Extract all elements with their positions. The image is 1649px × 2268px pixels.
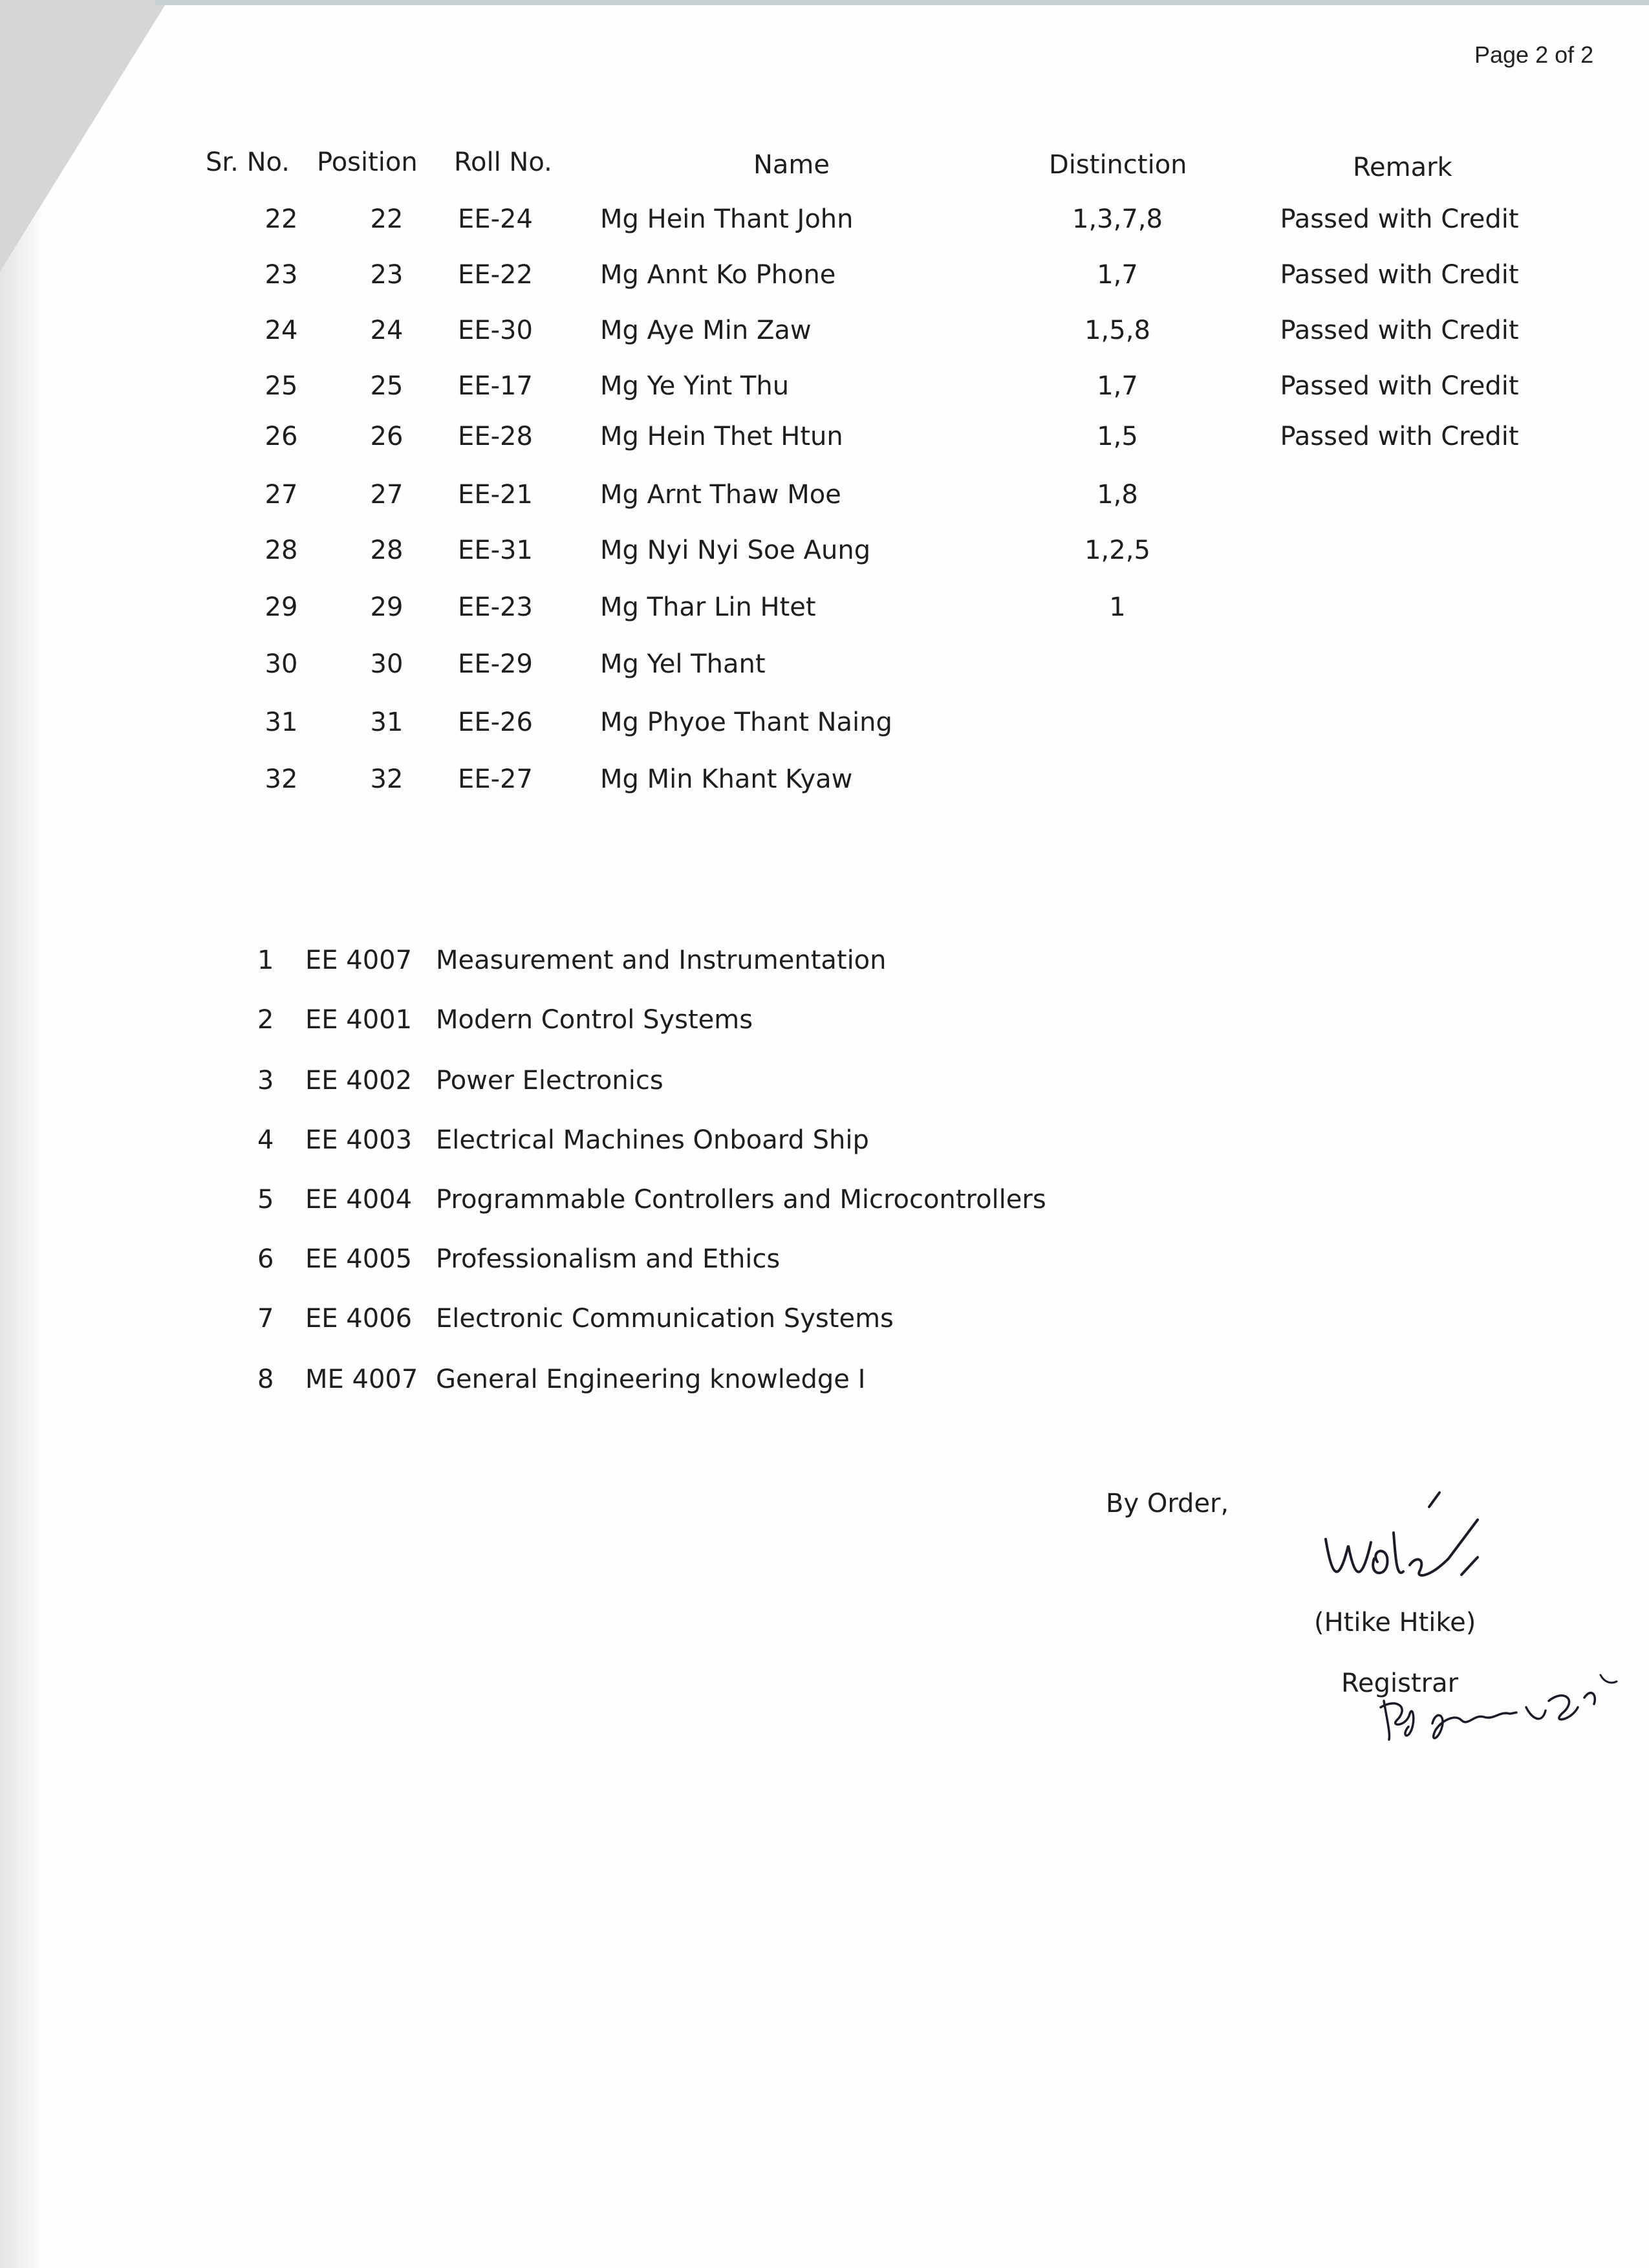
- signature-icon: [1313, 1481, 1494, 1610]
- header-distinction: Distinction: [1049, 150, 1187, 180]
- row-position: 22: [370, 204, 404, 234]
- row-position: 26: [370, 422, 404, 451]
- row-sr-no: 23: [264, 260, 298, 290]
- row-name: Mg Annt Ko Phone: [600, 260, 836, 290]
- row-roll-no: EE-17: [458, 371, 533, 401]
- row-distinction: 1,7: [1097, 260, 1138, 290]
- course-code: EE 4006: [305, 1304, 413, 1334]
- course-code: EE 4005: [305, 1244, 413, 1274]
- by-order-text: By Order,: [1106, 1489, 1229, 1518]
- row-remark: Passed with Credit: [1280, 422, 1519, 451]
- row-sr-no: 29: [264, 592, 298, 622]
- row-roll-no: EE-26: [458, 707, 533, 737]
- row-roll-no: EE-22: [458, 260, 533, 290]
- header-name: Name: [753, 150, 830, 180]
- row-roll-no: EE-31: [458, 535, 533, 565]
- row-sr-no: 26: [264, 422, 298, 451]
- row-name: Mg Yel Thant: [600, 649, 766, 679]
- row-roll-no: EE-21: [458, 480, 533, 510]
- row-name: Mg Aye Min Zaw: [600, 316, 812, 345]
- row-roll-no: EE-23: [458, 592, 533, 622]
- page-number: Page 2 of 2: [1474, 41, 1594, 68]
- row-sr-no: 30: [264, 649, 298, 679]
- row-position: 25: [370, 371, 404, 401]
- row-sr-no: 28: [264, 535, 298, 565]
- row-sr-no: 24: [264, 316, 298, 345]
- course-number: 1: [257, 945, 274, 975]
- row-distinction: 1,5: [1097, 422, 1138, 451]
- row-position: 27: [370, 480, 404, 510]
- row-roll-no: EE-24: [458, 204, 533, 234]
- scan-edge-top: [155, 0, 1649, 5]
- row-remark: Passed with Credit: [1280, 371, 1519, 401]
- row-distinction: 1,8: [1097, 480, 1138, 510]
- row-position: 31: [370, 707, 404, 737]
- row-position: 23: [370, 260, 404, 290]
- row-position: 32: [370, 764, 404, 794]
- row-sr-no: 31: [264, 707, 298, 737]
- row-position: 28: [370, 535, 404, 565]
- row-sr-no: 32: [264, 764, 298, 794]
- header-remark: Remark: [1353, 153, 1452, 182]
- row-position: 29: [370, 592, 404, 622]
- row-name: Mg Hein Thet Htun: [600, 422, 843, 451]
- row-roll-no: EE-28: [458, 422, 533, 451]
- course-number: 6: [257, 1244, 274, 1274]
- course-title: Electronic Communication Systems: [436, 1304, 894, 1334]
- course-number: 4: [257, 1125, 274, 1155]
- course-title: Measurement and Instrumentation: [436, 945, 887, 975]
- row-name: Mg Nyi Nyi Soe Aung: [600, 535, 871, 565]
- row-name: Mg Thar Lin Htet: [600, 592, 816, 622]
- course-code: EE 4003: [305, 1125, 413, 1155]
- course-title: Professionalism and Ethics: [436, 1244, 781, 1274]
- header-sr-no: Sr. No.: [206, 147, 290, 177]
- row-roll-no: EE-27: [458, 764, 533, 794]
- row-name: Mg Min Khant Kyaw: [600, 764, 853, 794]
- course-title: Modern Control Systems: [436, 1005, 753, 1035]
- row-name: Mg Phyoe Thant Naing: [600, 707, 892, 737]
- course-number: 5: [257, 1185, 274, 1215]
- row-sr-no: 25: [264, 371, 298, 401]
- row-position: 24: [370, 316, 404, 345]
- course-number: 7: [257, 1304, 274, 1334]
- row-sr-no: 27: [264, 480, 298, 510]
- course-code: EE 4001: [305, 1005, 413, 1035]
- row-distinction: 1,2,5: [1084, 535, 1150, 565]
- course-number: 8: [257, 1365, 274, 1394]
- scan-shadow-left: [0, 0, 45, 2268]
- folded-corner: [0, 0, 168, 272]
- signer-title: Registrar: [1341, 1669, 1459, 1698]
- course-title: Electrical Machines Onboard Ship: [436, 1125, 869, 1155]
- row-roll-no: EE-30: [458, 316, 533, 345]
- course-code: EE 4007: [305, 945, 413, 975]
- course-number: 2: [257, 1005, 274, 1035]
- row-distinction: 1,3,7,8: [1072, 204, 1163, 234]
- course-title: General Engineering knowledge I: [436, 1365, 866, 1394]
- signer-name: (Htike Htike): [1314, 1608, 1476, 1637]
- row-position: 30: [370, 649, 404, 679]
- row-remark: Passed with Credit: [1280, 316, 1519, 345]
- course-code: EE 4002: [305, 1066, 413, 1096]
- course-number: 3: [257, 1066, 274, 1096]
- course-title: Programmable Controllers and Microcontrollers: [436, 1185, 1046, 1215]
- row-name: Mg Hein Thant John: [600, 204, 854, 234]
- row-remark: Passed with Credit: [1280, 204, 1519, 234]
- row-distinction: 1: [1109, 592, 1126, 622]
- course-title: Power Electronics: [436, 1066, 663, 1096]
- row-sr-no: 22: [264, 204, 298, 234]
- course-code: EE 4004: [305, 1185, 413, 1215]
- row-remark: Passed with Credit: [1280, 260, 1519, 290]
- initials-icon: [1371, 1662, 1630, 1766]
- row-distinction: 1,7: [1097, 371, 1138, 401]
- row-name: Mg Ye Yint Thu: [600, 371, 790, 401]
- course-code: ME 4007: [305, 1365, 418, 1394]
- row-distinction: 1,5,8: [1084, 316, 1150, 345]
- header-position: Position: [317, 147, 418, 177]
- row-name: Mg Arnt Thaw Moe: [600, 480, 841, 510]
- header-roll-no: Roll No.: [454, 147, 552, 177]
- row-roll-no: EE-29: [458, 649, 533, 679]
